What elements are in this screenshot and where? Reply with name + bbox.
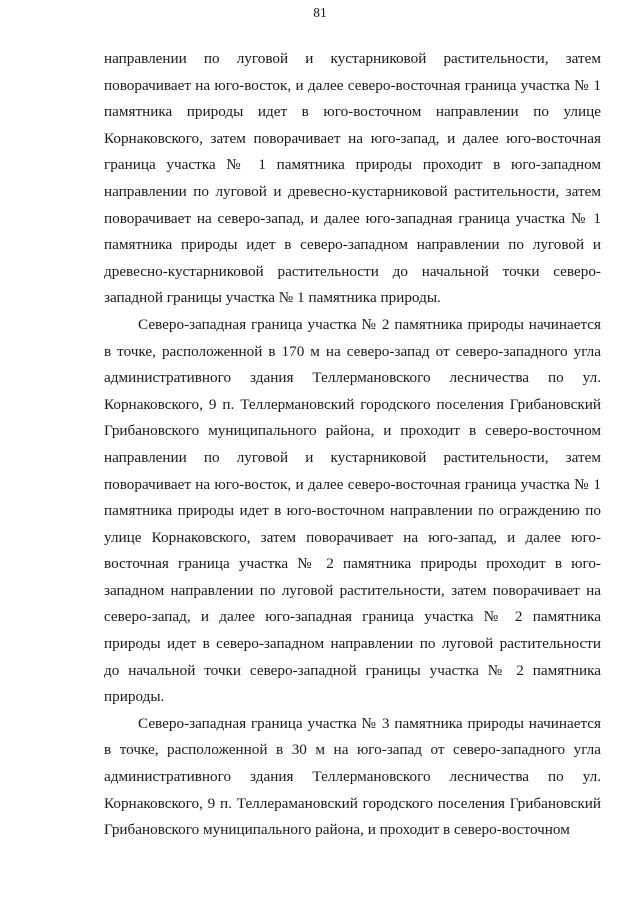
paragraph-3: Северо-западная граница участка № 3 памятника природы начинается в точке, расположенной в 30 м на юго-запад от северо-западного угла административного здания Теллермановского лесничества по ул. Корнаковского, 9 п. Теллерамановский городского поселения Грибановский Грибановского муниципального района, и проходит в северо-восточном: [104, 714, 601, 839]
document-body: [104, 46, 601, 844]
paragraph-1: направлении по луговой и кустарниковой растительности, затем поворачивает на юго-восток, и далее северо-восточная граница участка № 1 памятника природы идет в юго-восточном направлении по улице Корнаковского, затем поворачивает на юго-запад, и далее юго-восточная граница участка № 1 памятника природы проходит в юго-западном направлении по луговой и древесно-кустарниковой растительности, затем поворачивает на северо-запад, и далее юго-западная граница участка № 1 памятника природы идет в северо-западном направлении по луговой и древесно-кустарниковой растительности до начальной точки северо-западной границы участка № 1 памятника природы.: [104, 50, 601, 307]
paragraph-2: Северо-западная граница участка № 2 памятника природы начинается в точке, расположенной в 170 м на северо-запад от северо-западного угла административного здания Теллермановского лесничества по ул. Корнаковского, 9 п. Теллермановский городского поселения Грибановский Грибановского муниципального района, и проходит в северо-восточном направлении по луговой и кустарниковой растительности, затем поворачивает на юго-восток, и далее северо-восточная граница участка № 1 памятника природы идет в юго-восточном направлении по ограждению по улице Корнаковского, затем поворачивает на юго-запад, и далее юго-восточная граница участка № 2 памятника природы проходит в юго-западном направлении по луговой растительности, затем поворачивает на северо-запад, и далее юго-западная граница участка № 2 памятника природы идет в северо-западном направлении по луговой растительности до начальной точки северо-западной границы участка № 2 памятника природы.: [104, 315, 601, 706]
page-number: 81: [313, 5, 327, 20]
